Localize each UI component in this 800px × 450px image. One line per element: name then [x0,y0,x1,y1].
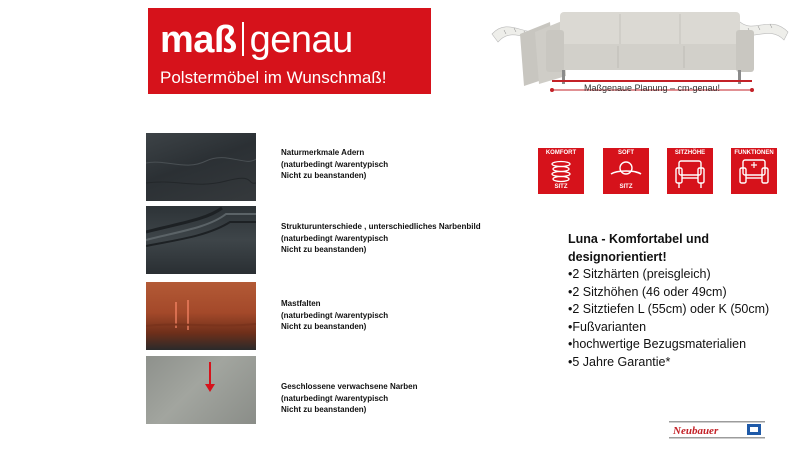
sample-description-line: Geschlossene verwachsene Narben [281,382,418,391]
list-item: •2 Sitzhärten (preisgleich) [568,267,711,281]
leather-sample-veins [146,133,256,201]
leather-sample-structure [146,206,256,274]
armchair-icon [667,148,713,194]
sample-description [281,221,481,256]
dealer-logo-image [669,418,765,442]
feature-funktionen [731,148,777,194]
sample-description-line: Nicht zu beanstanden) [281,322,367,331]
leather-sample-grown-grain [146,356,256,424]
brand-separator [242,22,244,56]
feature-label: SITZHÖHE [674,150,706,156]
feature-label: FUNKTIONEN [734,150,774,156]
leather-seam-image [146,206,256,274]
brand-tagline: Polstermöbel im Wunschmaß! [160,68,387,87]
leather-texture-image [146,133,256,201]
sample-description-line: Nicht zu beanstanden) [281,245,367,254]
sample-description [281,147,388,182]
feature-sitzhoehe [667,148,713,194]
sample-description-line: (naturbedingt /warentypisch [281,159,389,169]
feature-soft-sitz [603,148,649,194]
leather-sample-mastfalten [146,282,256,350]
product-title-line2: designorientiert! [568,249,667,264]
sample-description [281,298,388,333]
sample-description-line: Strukturunterschiede , unterschiedliches Narbenbild [281,222,481,231]
feature-list [568,266,788,371]
list-item: •2 Sitztiefen L (55cm) oder K (50cm) [568,302,770,316]
sample-description-line: (naturbedingt /warentypisch [281,233,389,243]
feature-label: SOFT [618,150,634,156]
sample-description-line: (naturbedingt /warentypisch [281,310,389,320]
feature-sublabel: SITZ [619,184,633,190]
caption-rule [552,80,752,82]
caption-text: Maßgenaue Planung – cm-genau! [583,83,721,93]
brand-logo-banner [148,8,431,94]
feature-sublabel: SITZ [554,184,568,190]
dealer-logo [669,418,765,442]
product-info [568,231,788,371]
function-chair-icon [731,148,777,194]
feature-label: KOMFORT [545,150,577,156]
leather-fold-image [146,282,256,350]
product-title-line1: Luna - Komfortabel und [568,232,709,246]
list-item: •hochwertige Bezugsmaterialien [568,337,747,351]
sample-description [281,381,418,416]
feature-komfort-sitz [538,148,584,194]
list-item: •Fußvarianten [568,319,647,334]
brand-name-part1: maß [160,19,237,61]
arrow-down-icon [146,356,256,424]
sample-description-line: Nicht zu beanstanden) [281,405,367,414]
sample-description-line: Mastfalten [281,299,321,308]
list-item: •5 Jahre Garantie* [568,354,671,369]
sample-description-line: Naturmerkmale Adern [281,148,365,157]
brand-name [160,20,353,60]
dealer-name: Neubauer [673,425,719,437]
sample-description-line: (naturbedingt /warentypisch [281,393,389,403]
brand-name-part2: genau [249,19,353,61]
sample-description-line: Nicht zu beanstanden) [281,171,367,180]
sofa-caption [552,80,752,98]
list-item: •2 Sitzhöhen (46 oder 49cm) [568,284,727,299]
